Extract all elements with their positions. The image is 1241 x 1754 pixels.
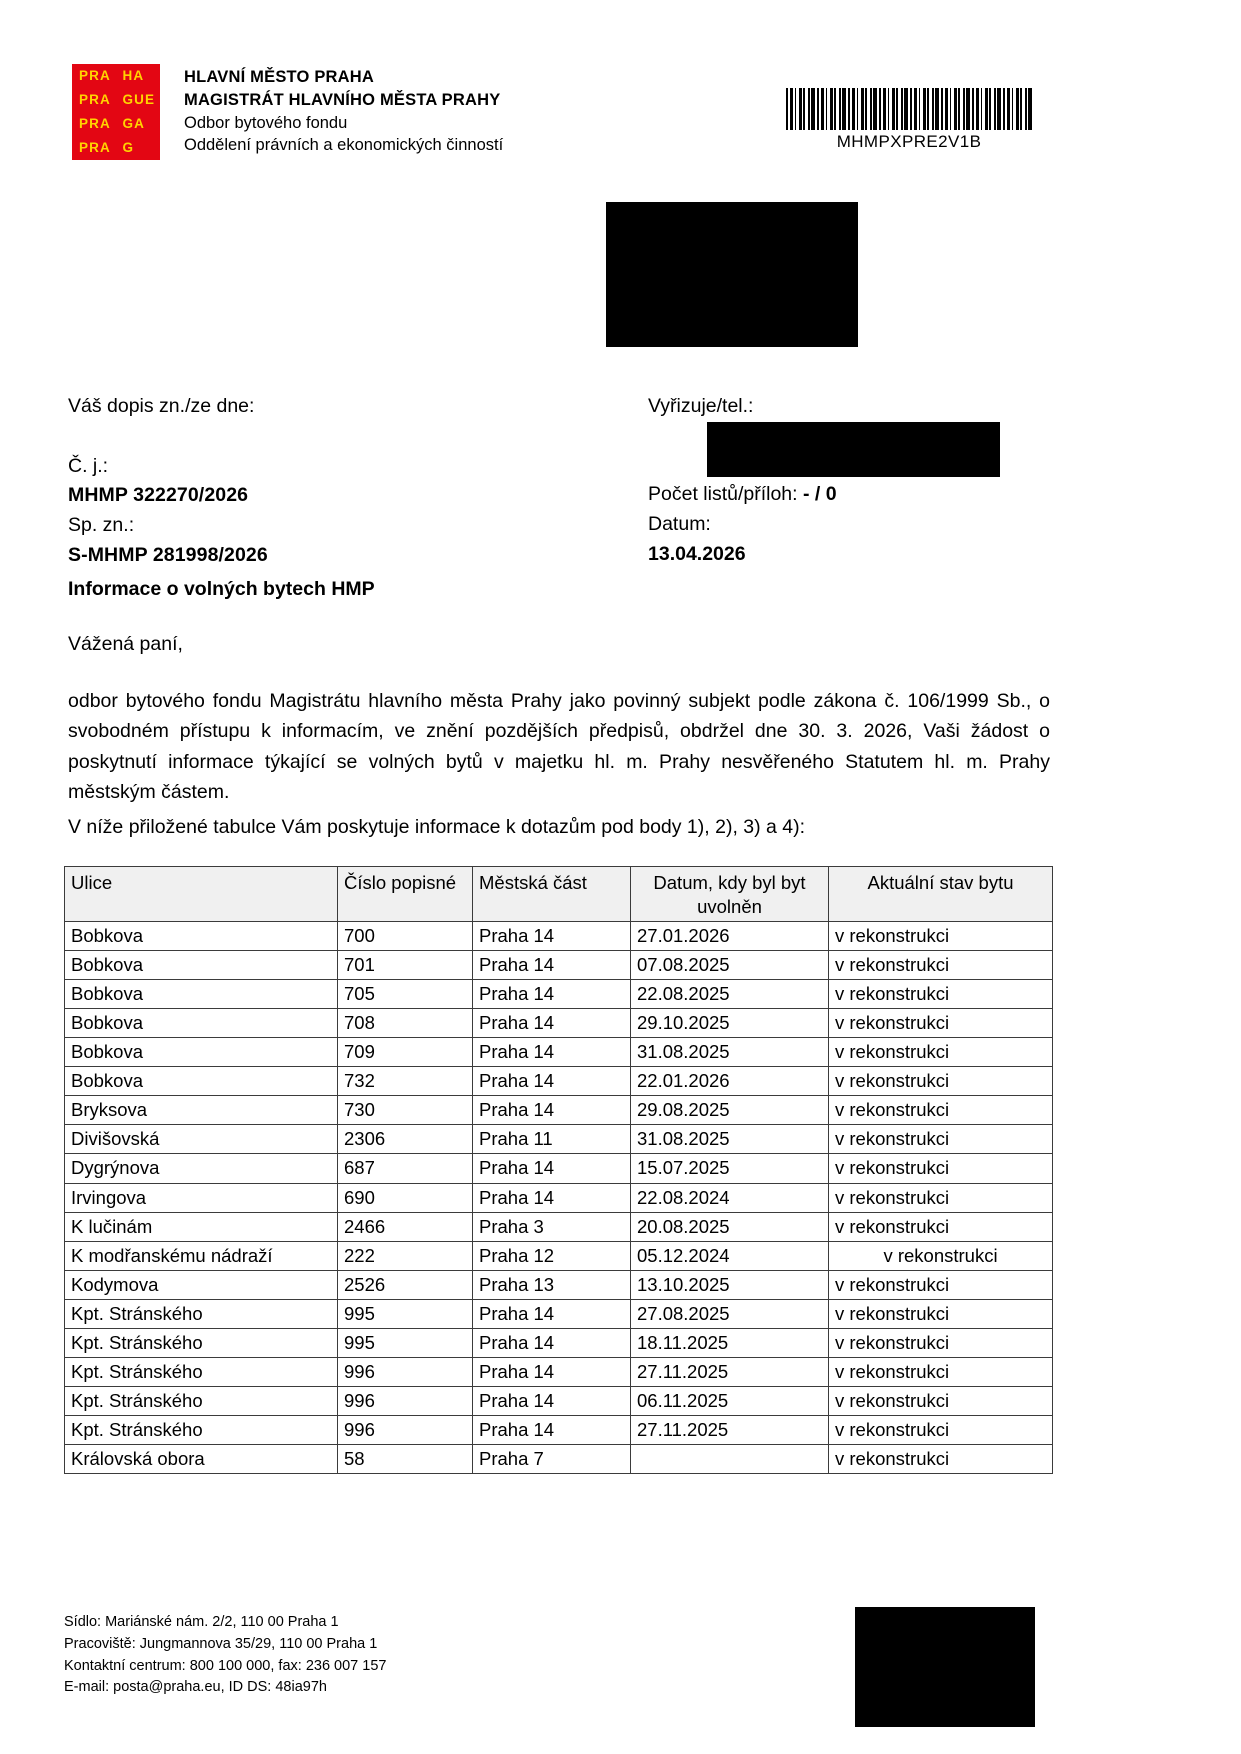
- redacted-handler-contact: [707, 422, 1000, 477]
- table-body: [65, 922, 1053, 1474]
- cell-house-number: 687: [338, 1154, 473, 1183]
- barcode-image: [786, 88, 1032, 130]
- footer-contact-center: Kontaktní centrum: 800 100 000, fax: 236 007 157: [64, 1657, 387, 1674]
- cell-vacated-date: 27.11.2025: [631, 1415, 829, 1444]
- cell-current-state: v rekonstrukci: [829, 951, 1053, 980]
- cell-street: Dygrýnova: [65, 1154, 338, 1183]
- table-row: [65, 1270, 1053, 1299]
- logo-cell-ha: HA: [118, 69, 161, 83]
- table-row: [65, 922, 1053, 951]
- spzn-label: Sp. zn.:: [68, 513, 135, 536]
- cell-current-state: v rekonstrukci: [829, 980, 1053, 1009]
- cell-district: Praha 14: [473, 1357, 631, 1386]
- cell-house-number: 996: [338, 1357, 473, 1386]
- table-row: [65, 1038, 1053, 1067]
- col-header-vacated-date: Datum, kdy byl byt uvolněn: [631, 867, 829, 922]
- org-city-name: HLAVNÍ MĚSTO PRAHA: [184, 68, 374, 86]
- table-row: [65, 951, 1053, 980]
- cell-street: K modřanskému nádraží: [65, 1241, 338, 1270]
- cell-street: Kpt. Stránského: [65, 1357, 338, 1386]
- cell-vacated-date: 22.08.2024: [631, 1183, 829, 1212]
- your-ref-label: Váš dopis zn./ze dne:: [68, 395, 255, 417]
- cell-street: K lučinám: [65, 1212, 338, 1241]
- letter-salutation: Vážená paní,: [68, 633, 183, 655]
- table-row: [65, 1125, 1053, 1154]
- cell-current-state: v rekonstrukci: [829, 1328, 1053, 1357]
- cell-house-number: 58: [338, 1444, 473, 1473]
- table-row: [65, 1328, 1053, 1357]
- page-footer: [64, 1612, 386, 1699]
- org-department: Odbor bytového fondu: [184, 113, 348, 132]
- footer-seat: Sídlo: Mariánské nám. 2/2, 110 00 Praha 1: [64, 1614, 339, 1630]
- organization-block: [184, 64, 503, 157]
- cell-vacated-date: 31.08.2025: [631, 1125, 829, 1154]
- cell-current-state: v rekonstrukci: [829, 1183, 1053, 1212]
- cell-district: Praha 11: [473, 1125, 631, 1154]
- date-value: 13.04.2026: [648, 543, 746, 565]
- cell-current-state: v rekonstrukci: [829, 1357, 1053, 1386]
- cell-current-state: v rekonstrukci: [829, 1444, 1053, 1473]
- cell-vacated-date: 18.11.2025: [631, 1328, 829, 1357]
- cell-house-number: 996: [338, 1415, 473, 1444]
- cell-vacated-date: [631, 1444, 829, 1473]
- cell-district: Praha 14: [473, 1067, 631, 1096]
- letter-paragraph-1: odbor bytového fondu Magistrátu hlavního města Prahy jako povinný subjekt podle zákona č. 106/1999 Sb., o svobodném přístupu k informacím, ve znění pozdějších předpisů, obdržel dne 30. 3. 2026, Vaši žádost o poskytnutí informace týkající se volných bytů v majetku hl. m. Prahy nesvěřeného Statutem hl. m. Prahy městským částem.: [68, 690, 1050, 804]
- table-row: [65, 1357, 1053, 1386]
- reference-block-left: [68, 392, 268, 570]
- letter-subject: Informace o volných bytech HMP: [68, 578, 375, 600]
- org-division: Oddělení právních a ekonomických činností: [184, 136, 504, 155]
- cell-current-state: v rekonstrukci: [829, 1270, 1053, 1299]
- prague-logo: [72, 64, 160, 160]
- table-row: [65, 1299, 1053, 1328]
- cell-house-number: 995: [338, 1328, 473, 1357]
- cell-street: Kpt. Stránského: [65, 1328, 338, 1357]
- table-row: [65, 980, 1053, 1009]
- table-row: [65, 1386, 1053, 1415]
- redacted-recipient-address: [606, 202, 858, 347]
- redacted-footer-stamp: [855, 1607, 1035, 1727]
- cell-vacated-date: 22.08.2025: [631, 980, 829, 1009]
- cell-vacated-date: 22.01.2026: [631, 1067, 829, 1096]
- cell-street: Kpt. Stránského: [65, 1299, 338, 1328]
- date-label: Datum:: [648, 513, 711, 535]
- cell-street: Bobkova: [65, 1009, 338, 1038]
- cell-vacated-date: 27.01.2026: [631, 922, 829, 951]
- cell-current-state: v rekonstrukci: [829, 1125, 1053, 1154]
- apartments-table-container: [64, 866, 1052, 1474]
- cell-street: Divišovská: [65, 1125, 338, 1154]
- letterhead: [72, 64, 503, 160]
- cell-vacated-date: 27.11.2025: [631, 1357, 829, 1386]
- cell-current-state: v rekonstrukci: [829, 1009, 1053, 1038]
- cell-vacated-date: 05.12.2024: [631, 1241, 829, 1270]
- cell-house-number: 222: [338, 1241, 473, 1270]
- cell-house-number: 2306: [338, 1125, 473, 1154]
- letter-paragraph-2: V níže přiložené tabulce Vám poskytuje informace k dotazům pod body 1), 2), 3) a 4):: [68, 816, 806, 838]
- cell-house-number: 690: [338, 1183, 473, 1212]
- cell-vacated-date: 06.11.2025: [631, 1386, 829, 1415]
- cell-current-state: v rekonstrukci: [829, 1415, 1053, 1444]
- logo-cell-gue: GUE: [118, 93, 161, 107]
- table-row: [65, 1212, 1053, 1241]
- cell-district: Praha 14: [473, 980, 631, 1009]
- cell-district: Praha 14: [473, 1038, 631, 1067]
- footer-workplace: Pracoviště: Jungmannova 35/29, 110 00 Praha 1: [64, 1635, 378, 1652]
- spzn-value: S-MHMP 281998/2026: [68, 543, 268, 566]
- cell-district: Praha 14: [473, 1009, 631, 1038]
- cell-street: Bryksova: [65, 1096, 338, 1125]
- table-row: [65, 1154, 1053, 1183]
- cell-house-number: 2526: [338, 1270, 473, 1299]
- cell-district: Praha 14: [473, 922, 631, 951]
- cell-current-state: v rekonstrukci: [829, 1212, 1053, 1241]
- table-row: [65, 1183, 1053, 1212]
- table-row: [65, 1096, 1053, 1125]
- cell-district: Praha 14: [473, 951, 631, 980]
- cell-street: Bobkova: [65, 980, 338, 1009]
- cell-house-number: 708: [338, 1009, 473, 1038]
- cell-district: Praha 14: [473, 1096, 631, 1125]
- table-header-row: [65, 867, 1053, 922]
- table-row: [65, 1067, 1053, 1096]
- cell-vacated-date: 13.10.2025: [631, 1270, 829, 1299]
- cell-street: Kpt. Stránského: [65, 1386, 338, 1415]
- logo-cell-pra-4: PRA: [72, 141, 115, 155]
- cell-street: Irvingova: [65, 1183, 338, 1212]
- cj-label: Č. j.:: [68, 454, 109, 477]
- cell-house-number: 2466: [338, 1212, 473, 1241]
- handler-label: Vyřizuje/tel.:: [648, 395, 754, 417]
- cell-district: Praha 14: [473, 1154, 631, 1183]
- sheets-row: [648, 480, 837, 510]
- cell-district: Praha 12: [473, 1241, 631, 1270]
- table-header: [65, 867, 1053, 922]
- cell-current-state: v rekonstrukci: [829, 1154, 1053, 1183]
- col-header-district: Městská část: [473, 867, 631, 922]
- table-row: [65, 1241, 1053, 1270]
- cell-house-number: 732: [338, 1067, 473, 1096]
- logo-cell-pra-1: PRA: [72, 69, 115, 83]
- cell-district: Praha 14: [473, 1386, 631, 1415]
- cell-vacated-date: 07.08.2025: [631, 951, 829, 980]
- barcode-block: [786, 88, 1032, 152]
- cell-vacated-date: 20.08.2025: [631, 1212, 829, 1241]
- cell-current-state: v rekonstrukci: [829, 1241, 1053, 1270]
- cell-street: Bobkova: [65, 951, 338, 980]
- sheets-label: Počet listů/příloh:: [648, 483, 798, 505]
- cell-street: Bobkova: [65, 1038, 338, 1067]
- cell-house-number: 701: [338, 951, 473, 980]
- cell-district: Praha 7: [473, 1444, 631, 1473]
- barcode-label: MHMPXPRE2V1B: [836, 132, 982, 151]
- cell-vacated-date: 29.08.2025: [631, 1096, 829, 1125]
- table-row: [65, 1444, 1053, 1473]
- cell-street: Bobkova: [65, 1067, 338, 1096]
- cell-current-state: v rekonstrukci: [829, 1038, 1053, 1067]
- cell-district: Praha 14: [473, 1415, 631, 1444]
- cell-street: Bobkova: [65, 922, 338, 951]
- logo-cell-g: G: [118, 141, 161, 155]
- org-magistrate-name: MAGISTRÁT HLAVNÍHO MĚSTA PRAHY: [184, 90, 501, 109]
- logo-cell-pra-2: PRA: [72, 93, 115, 107]
- cell-vacated-date: 29.10.2025: [631, 1009, 829, 1038]
- cell-district: Praha 14: [473, 1183, 631, 1212]
- cell-house-number: 709: [338, 1038, 473, 1067]
- cell-house-number: 700: [338, 922, 473, 951]
- logo-cell-pra-3: PRA: [72, 117, 115, 131]
- cell-vacated-date: 31.08.2025: [631, 1038, 829, 1067]
- cell-current-state: v rekonstrukci: [829, 1067, 1053, 1096]
- cell-district: Praha 3: [473, 1212, 631, 1241]
- cell-current-state: v rekonstrukci: [829, 1299, 1053, 1328]
- col-header-current-state: Aktuální stav bytu: [829, 867, 1053, 922]
- sheets-value: - / 0: [803, 483, 837, 505]
- table-row: [65, 1415, 1053, 1444]
- cell-district: Praha 13: [473, 1270, 631, 1299]
- logo-cell-ga: GA: [118, 117, 161, 131]
- table-row: [65, 1009, 1053, 1038]
- meta-spacer: [68, 422, 268, 452]
- cell-street: Královská obora: [65, 1444, 338, 1473]
- cell-house-number: 730: [338, 1096, 473, 1125]
- footer-email: E-mail: posta@praha.eu, ID DS: 48ia97h: [64, 1679, 327, 1696]
- cell-district: Praha 14: [473, 1299, 631, 1328]
- col-header-house-number: Číslo popisné: [338, 867, 473, 922]
- cell-house-number: 705: [338, 980, 473, 1009]
- cj-value: MHMP 322270/2026: [68, 484, 249, 507]
- cell-street: Kpt. Stránského: [65, 1415, 338, 1444]
- cell-current-state: v rekonstrukci: [829, 1386, 1053, 1415]
- cell-district: Praha 14: [473, 1328, 631, 1357]
- cell-current-state: v rekonstrukci: [829, 922, 1053, 951]
- apartments-table: [64, 866, 1053, 1474]
- col-header-street: Ulice: [65, 867, 338, 922]
- reference-block-right: [648, 392, 837, 565]
- cell-house-number: 995: [338, 1299, 473, 1328]
- cell-current-state: v rekonstrukci: [829, 1096, 1053, 1125]
- cell-street: Kodymova: [65, 1270, 338, 1299]
- cell-vacated-date: 15.07.2025: [631, 1154, 829, 1183]
- cell-house-number: 996: [338, 1386, 473, 1415]
- cell-vacated-date: 27.08.2025: [631, 1299, 829, 1328]
